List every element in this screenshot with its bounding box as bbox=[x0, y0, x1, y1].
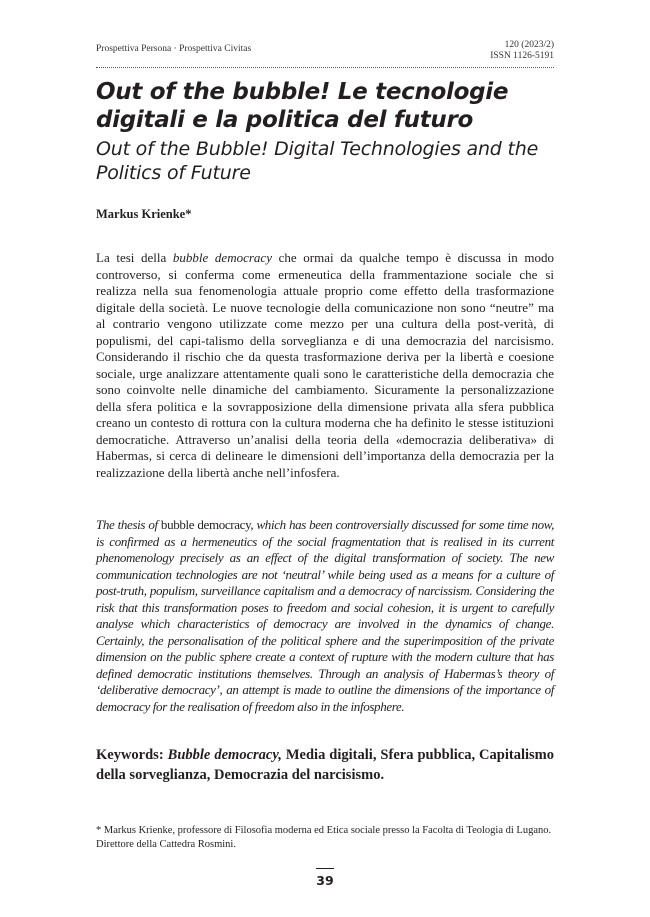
abstract-italian-emphasis: bubble democracy bbox=[172, 250, 272, 265]
issue-number: 120 (2023/2) bbox=[504, 40, 554, 50]
keywords-emphasis: Bubble democracy, bbox=[167, 747, 282, 763]
article-title-italian: Out of the bubble! Le tecnologie digitali e la politica del futuro bbox=[96, 79, 509, 133]
author-name: Markus Krienke* bbox=[96, 207, 192, 221]
page-number bbox=[0, 868, 650, 888]
header-rule bbox=[96, 67, 554, 68]
author-footnote: * Markus Krienke, professore di Filosofia moderna ed Etica sociale presso la Facolta di Teologia di Lugano. Direttore della Cattedra Rosmini. bbox=[96, 825, 552, 850]
journal-name: Prospettiva Persona · Prospettiva Civitas bbox=[96, 44, 252, 54]
issue-info bbox=[490, 40, 554, 62]
abstract-english-text-2: which has been controversially discussed for some time now, is confirmed as a hermeneutics of the social fragmentation that is realised in its current phenomenology precisely as an effect of the digital transformation of society. The new communication technologies are not ‘neutral’ while being used as a means for a culture of post-truth, populism, surveillance capitalism and a democracy of narcissism. Considering the risk that this transformation poses to freedom and social cohesion, it is urgent to carefully analyse which characteristics of democracy are involved in the dynamics of change. Certainly, the personalisation of the political sphere and the superimposition of the private dimension on the public sphere create a context of rupture with the modern culture that has defined democratic institutions themselves. Through an analysis of Habermas’s theory of ‘deliberative democracy’, an attempt is made to outline the dimensions of the importance of democracy for the realisation of freedom also in the infosphere. bbox=[96, 517, 555, 714]
article-title-english: Out of the Bubble! Digital Technologies and the Politics of Future bbox=[96, 138, 539, 184]
abstract-italian-text-2: che ormai da qualche tempo è discussa in modo controverso, si conferma come ermeneutica della frammentazione sociale che si realizza nella sua fenomenologia attuale proprio come effetto della trasformazione digitale della società. Le nuove tecnologie della comunicazione non sono “neutre” ma al contrario vengono utilizzate come mezzo per una cultura della post-verità, di populismi, del capi-talismo della sorveglianza e di una democrazia del narcisismo. Considerando il rischio che da questa trasformazione deriva per la libertà e coesione sociale, urge analizzare attentamente quali sono le caratteristiche della democrazia che sono coinvolte nelle dinamiche del cambiamento. Sicuramente la personalizzazione della sfera politica e la sovrapposizione della dimensione privata alla sfera pubblica creano un contesto di rottura con la cultura moderna che ha definito le stesse istituzioni democratiche. Attraverso un’analisi della teoria della «democrazia deliberativa» di Habermas, si cerca di delineare le dimensioni dell’importanza della democrazia per la realizzazione della libertà anche nell’infosfera. bbox=[96, 250, 554, 480]
page-number-text: 39 bbox=[316, 873, 334, 888]
abstract-english-upright: bubble democracy, bbox=[160, 517, 254, 532]
abstract-english-text-1: The thesis of bbox=[96, 517, 161, 532]
issn: ISSN 1126-5191 bbox=[490, 51, 554, 61]
page-number-rule bbox=[316, 868, 334, 869]
abstract-english bbox=[96, 517, 554, 715]
abstract-italian bbox=[96, 250, 554, 481]
keywords-label: Keywords: bbox=[96, 747, 168, 763]
keywords-list: Media digitali, Sfera pubblica, Capitalismo della sorveglianza, Democrazia del narcisismo. bbox=[96, 747, 554, 783]
abstract-italian-text-1: La tesi della bbox=[96, 250, 173, 265]
keywords bbox=[96, 745, 554, 785]
